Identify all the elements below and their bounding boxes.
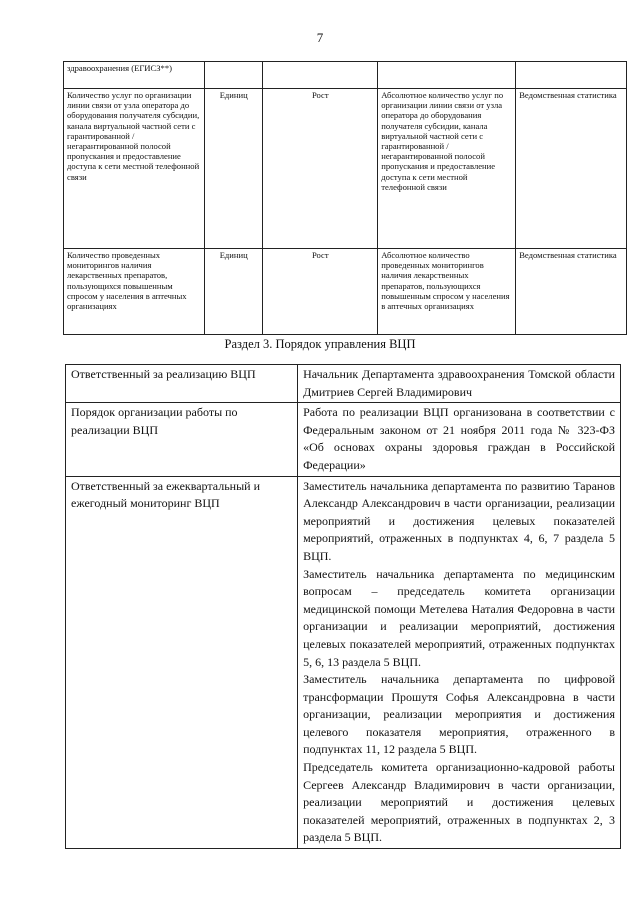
management-value-cell [298,476,621,848]
management-label-cell: Ответственный за реализацию ВЦП [66,365,298,403]
indicator-trend-cell [263,62,378,89]
table-row [66,365,621,403]
management-paragraph: Заместитель начальника департамента по медицинским вопросам – председатель комитета организации медицинской помощи Метелева Наталия Федоровна в части организации и реализации мероприятий, достижения целевых показателей мероприятий, отраженных подпунктах 5, 6, 13 раздела 5 ВЦП. [303,566,615,669]
management-paragraph: Начальник Департамента здравоохранения Томской области Дмитриев Сергей Владимирович [303,367,615,399]
indicator-trend-cell: Рост [263,89,378,249]
management-paragraph: Работа по реализации ВЦП организована в соответствии с Федеральным законом от 21 ноября 2011 года № 323-ФЗ «Об основах охраны здоровья граждан в Российской Федерации» [303,405,615,472]
management-value-cell [298,403,621,476]
indicator-definition-cell: Абсолютное количество услуг по организации линии связи от узла оператора до оборудования получателя субсидии, канала виртуальной частной сети с гарантированной /негарантированной полосой пропускания и предоставление доступа к сети местной телефонной связи [378,89,516,249]
indicator-name-cell: здравоохранения (ЕГИСЗ**) [64,62,205,89]
indicator-source-cell: Ведомственная статистика [516,89,627,249]
table-row [66,476,621,848]
table-row [64,249,627,335]
indicator-unit-cell [205,62,263,89]
indicator-source-cell [516,62,627,89]
management-paragraph: Председатель комитета организационно-кадровой работы Сергеев Александр Владимирович в части организации, реализации мероприятий и достижения целевых показателей мероприятий, отраженных в подпунктах 2, 3 раздела 5 ВЦП. [303,760,615,845]
indicator-unit-cell: Единиц [205,89,263,249]
indicator-unit-cell: Единиц [205,249,263,335]
indicator-definition-cell: Абсолютное количество проведенных мониторингов наличия лекарственных препаратов, пользующихся повышенным спросом у населения в аптечных организациях [378,249,516,335]
indicators-table [63,61,627,335]
management-paragraph: Заместитель начальника департамента по цифровой трансформации Прошутя Софья Александровна в части организации, реализации мероприятия и достижения целевого показателя мероприятия, отраженного в подпунктах 11, 12 раздела 5 ВЦП. [303,672,615,757]
management-label-cell: Порядок организации работы по реализации ВЦП [66,403,298,476]
table-row [64,89,627,249]
indicator-name-cell: Количество проведенных мониторингов наличия лекарственных препаратов, пользующихся повышенным спросом у населения в аптечных организациях [64,249,205,335]
page-number: 7 [316,30,324,45]
indicator-name-cell: Количество услуг по организации линии связи от узла оператора до оборудования получателя субсидии, канала виртуальной частной сети с гарантированной /негарантированной полосой пропускания и предоставление доступа к сети местной телефонной связи [64,89,205,249]
management-value-cell [298,365,621,403]
management-table [65,364,621,849]
indicator-trend-cell: Рост [263,249,378,335]
management-paragraph: Заместитель начальника департамента по развитию Таранов Александр Александрович в части организации, реализации мероприятий и достижения целевых показателей мероприятий, отраженных в подпунктах 4, 6, 7 раздела 5 ВЦП. [303,478,615,563]
indicator-source-cell: Ведомственная статистика [516,249,627,335]
table-row [64,62,627,89]
management-label-cell: Ответственный за ежеквартальный и ежегодный мониторинг ВЦП [66,476,298,848]
table-row [66,403,621,476]
section-title: Раздел 3. Порядок управления ВЦП [224,337,416,351]
indicator-definition-cell [378,62,516,89]
